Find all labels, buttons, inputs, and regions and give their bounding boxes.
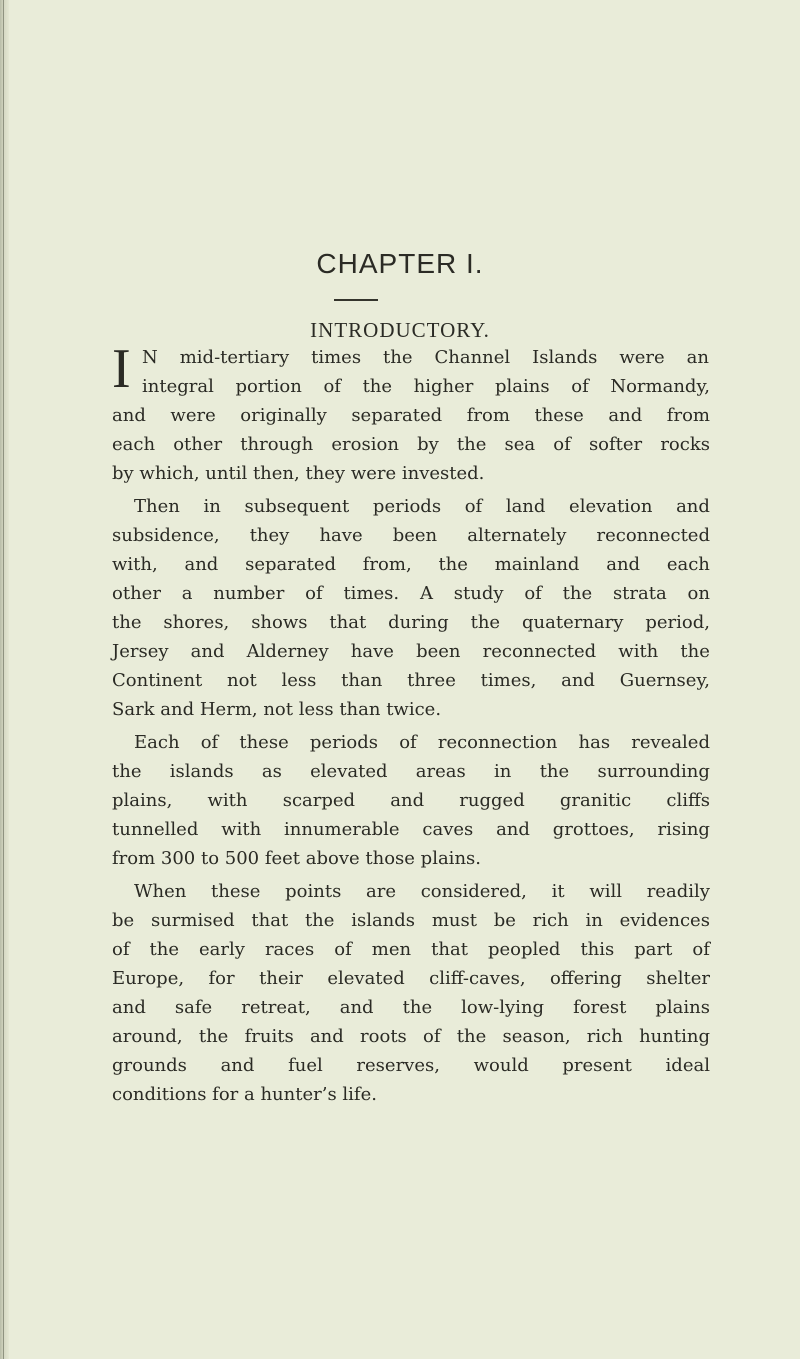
word: reserves, (356, 1055, 440, 1076)
word: the (402, 997, 433, 1018)
word: each (666, 554, 710, 575)
word: the (149, 939, 179, 960)
word: grounds (112, 1055, 187, 1076)
word: of (305, 583, 323, 604)
word: are (366, 881, 397, 902)
word: roots (360, 1026, 407, 1047)
word: of (200, 732, 219, 753)
word: through (240, 434, 314, 455)
word: other (173, 434, 223, 455)
paragraph-1-line-5: by which, until then, they were invested. (112, 463, 485, 484)
word: quaternary (522, 612, 624, 633)
word: for (208, 968, 235, 989)
paragraph-2-line-8: Sark and Herm, not less than twice. (112, 699, 442, 720)
word: with (221, 819, 262, 840)
paragraph-1-line-4 (112, 430, 710, 459)
paragraph-1-line-2 (142, 372, 710, 401)
word: of (553, 434, 571, 455)
word: originally (240, 405, 327, 426)
word: the (562, 583, 593, 604)
word: of (423, 1026, 441, 1047)
word: Normandy, (610, 376, 710, 397)
word: three (407, 670, 456, 691)
word: ideal (665, 1055, 710, 1076)
word: islands (351, 910, 416, 931)
word: of (112, 939, 130, 960)
word: and (190, 641, 225, 662)
word: fuel (288, 1055, 323, 1076)
word: separated (245, 554, 336, 575)
word: of (399, 732, 417, 753)
word: than (341, 670, 383, 691)
word: portion (235, 376, 302, 397)
word: rich (586, 1026, 623, 1047)
word: shores, (163, 612, 230, 633)
word: considered, (420, 881, 527, 902)
word: an (686, 347, 709, 368)
word: Jersey (112, 641, 169, 662)
word: of (692, 939, 710, 960)
word: forest (573, 997, 627, 1018)
word: alternately (467, 525, 567, 546)
word: study (453, 583, 504, 604)
word: the (539, 761, 570, 782)
paragraph-4-line-1 (134, 877, 710, 906)
word: rugged (459, 790, 525, 811)
word: with (618, 641, 659, 662)
word: on (687, 583, 710, 604)
word: and (606, 554, 641, 575)
paragraph-2-line-2 (112, 521, 710, 550)
word: and (561, 670, 595, 691)
word: and (309, 1026, 344, 1047)
word: the (198, 1026, 229, 1047)
section-title: INTRODUCTORY. (310, 318, 490, 342)
word: a (181, 583, 193, 604)
word: plains, (112, 790, 173, 811)
word: offering (550, 968, 622, 989)
word: the (680, 641, 710, 662)
word: Each (134, 732, 180, 753)
page-binding-edge (0, 0, 9, 1359)
paragraph-3-line-5: from 300 to 500 feet above those plains. (112, 848, 481, 869)
paragraph-3-line-2 (112, 757, 710, 786)
word: were (170, 405, 216, 426)
word: during (388, 612, 449, 633)
paragraph-4-line-8: conditions for a hunter’s life. (112, 1084, 377, 1105)
word: and (390, 790, 425, 811)
word: be (112, 910, 135, 931)
word: the (112, 612, 142, 633)
word: subsequent (244, 496, 350, 517)
word: their (259, 968, 303, 989)
word: erosion (331, 434, 399, 455)
word: Channel (434, 347, 511, 368)
word: plains (655, 997, 710, 1018)
word: higher (413, 376, 474, 397)
word: integral (142, 376, 214, 397)
paragraph-2-line-4 (112, 579, 710, 608)
word: have (350, 641, 394, 662)
word: rising (657, 819, 710, 840)
paragraph-3-line-3 (112, 786, 710, 815)
word: from, (362, 554, 412, 575)
word: land (505, 496, 546, 517)
word: have (319, 525, 363, 546)
word: of (323, 376, 341, 397)
word: from (666, 405, 710, 426)
word: sea (504, 434, 536, 455)
word: period, (645, 612, 710, 633)
word: When (134, 881, 187, 902)
paragraph-2-line-6 (112, 637, 710, 666)
paragraph-1-line-1 (142, 343, 709, 372)
word: surmised (150, 910, 235, 931)
word: times, (480, 670, 537, 691)
word: subsidence, (112, 525, 220, 546)
paragraph-3-line-1 (134, 728, 710, 757)
word: of (464, 496, 483, 517)
word: grottoes, (552, 819, 635, 840)
word: and (608, 405, 643, 426)
paragraph-4-line-6 (112, 1022, 710, 1051)
word: and (112, 405, 146, 426)
word: times. (343, 583, 400, 604)
word: Continent (112, 670, 203, 691)
word: Guernsey, (619, 670, 710, 691)
word: been (392, 525, 438, 546)
word: shows (251, 612, 308, 633)
drop-cap: I (112, 338, 131, 400)
word: men (371, 939, 412, 960)
word: Islands (532, 347, 598, 368)
word: number (213, 583, 285, 604)
word: that (251, 910, 289, 931)
word: been (416, 641, 461, 662)
word: other (112, 583, 161, 604)
word: N (142, 347, 158, 368)
word: caves (422, 819, 474, 840)
word: races (264, 939, 315, 960)
word: would (473, 1055, 529, 1076)
chapter-heading: CHAPTER I. (316, 248, 484, 279)
word: and (496, 819, 530, 840)
word: softer (588, 434, 643, 455)
word: readily (646, 881, 710, 902)
word: in (203, 496, 221, 517)
paragraph-1-line-3 (112, 401, 710, 430)
word: fruits (244, 1026, 294, 1047)
word: present (562, 1055, 632, 1076)
word: elevated (327, 968, 405, 989)
word: the (112, 761, 142, 782)
word: periods (372, 496, 442, 517)
word: that (329, 612, 367, 633)
word: separated (351, 405, 443, 426)
word: tunnelled (112, 819, 199, 840)
word: the (456, 434, 487, 455)
word: revealed (631, 732, 710, 753)
word: and (112, 997, 146, 1018)
word: less (281, 670, 317, 691)
word: and (184, 554, 219, 575)
paragraph-4-line-2 (112, 906, 710, 935)
paragraph-4-line-7 (112, 1051, 710, 1080)
word: areas (415, 761, 466, 782)
paragraph-2-line-1 (134, 492, 710, 521)
word: the (304, 910, 335, 931)
word: the (470, 612, 501, 633)
word: that (431, 939, 468, 960)
word: innumerable (284, 819, 400, 840)
word: these (534, 405, 584, 426)
paragraph-2-line-5 (112, 608, 710, 637)
word: evidences (619, 910, 710, 931)
paragraph-3-line-4 (112, 815, 710, 844)
word: season, (502, 1026, 571, 1047)
word: safe (174, 997, 213, 1018)
paragraph-2-line-7 (112, 666, 710, 695)
word: the (383, 347, 413, 368)
paragraph-2-line-3 (112, 550, 710, 579)
word: Then (134, 496, 180, 517)
word: early (199, 939, 245, 960)
word: they (249, 525, 290, 546)
word: scarped (282, 790, 356, 811)
paragraph-4-line-3 (112, 935, 710, 964)
word: granitic (559, 790, 632, 811)
word: by (417, 434, 439, 455)
word: points (285, 881, 342, 902)
word: low-lying (461, 997, 545, 1018)
heading-divider (334, 299, 378, 301)
word: with, (112, 554, 158, 575)
word: reconnected (596, 525, 710, 546)
word: islands (169, 761, 234, 782)
word: were (619, 347, 665, 368)
word: surrounding (597, 761, 710, 782)
word: with (207, 790, 248, 811)
word: shelter (646, 968, 710, 989)
paragraph-4-line-5 (112, 993, 710, 1022)
word: strata (612, 583, 667, 604)
word: mainland (494, 554, 580, 575)
word: reconnection (437, 732, 558, 753)
word: of (524, 583, 542, 604)
word: has (578, 732, 611, 753)
word: Europe, (112, 968, 185, 989)
word: cliff-caves, (429, 968, 526, 989)
word: not (227, 670, 257, 691)
word: and (220, 1055, 255, 1076)
word: mid-tertiary (179, 347, 290, 368)
word: of (334, 939, 352, 960)
word: and (676, 496, 710, 517)
word: these (211, 881, 261, 902)
word: of (571, 376, 589, 397)
word: in (585, 910, 603, 931)
word: plains (495, 376, 550, 397)
word: elevation (569, 496, 653, 517)
word: times (311, 347, 362, 368)
word: reconnected (482, 641, 597, 662)
word: it (551, 881, 565, 902)
word: retreat, (241, 997, 311, 1018)
word: these (239, 732, 289, 753)
word: periods (309, 732, 379, 753)
paragraph-4-line-4 (112, 964, 710, 993)
word: the (456, 1026, 487, 1047)
word: cliffs (666, 790, 710, 811)
word: in (494, 761, 512, 782)
word: rocks (660, 434, 710, 455)
word: be (493, 910, 516, 931)
word: elevated (310, 761, 388, 782)
word: hunting (639, 1026, 710, 1047)
word: Alderney (246, 641, 329, 662)
word: rich (532, 910, 569, 931)
word: part (634, 939, 673, 960)
word: peopled (487, 939, 561, 960)
word: around, (112, 1026, 183, 1047)
word: from (466, 405, 510, 426)
word: and (339, 997, 374, 1018)
word: the (362, 376, 393, 397)
word: A (419, 583, 433, 604)
word: must (431, 910, 477, 931)
word: each (112, 434, 156, 455)
word: the (438, 554, 468, 575)
word: this (580, 939, 615, 960)
word: will (589, 881, 622, 902)
word: as (261, 761, 282, 782)
